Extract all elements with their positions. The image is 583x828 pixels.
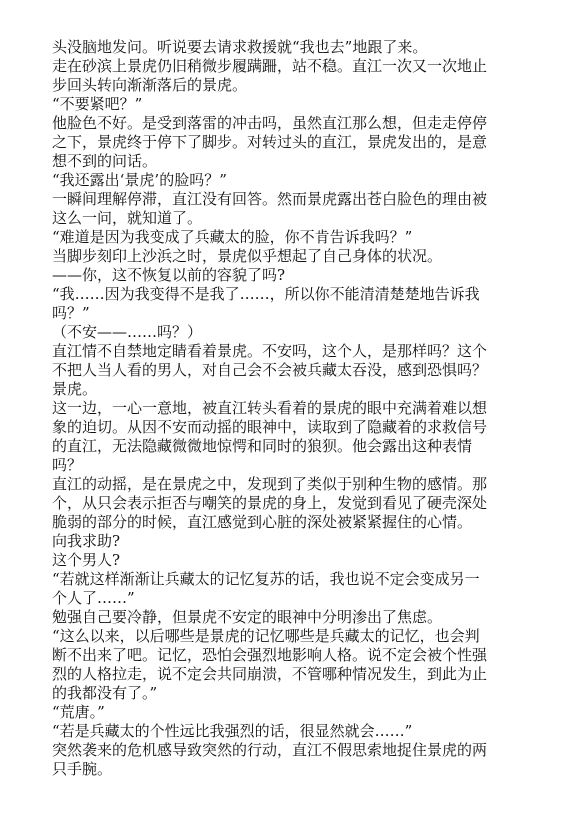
text-line: 直江的动摇，是在景虎之中，发现到了类似于别种生物的感情。那 [52,475,488,493]
text-line: 吗？ [52,456,83,474]
text-line: ——你，这不恢复以前的容貌了吗? [52,266,286,284]
text-line: “我……因为我变得不是我了……，所以你不能清清楚楚地告诉我 [52,285,480,303]
text-line: 这个男人? [52,551,121,569]
text-line: 不把人当人看的男人，对自己会不会被兵藏太吞没，感到恐惧吗？ [52,361,488,379]
text-line: “若是兵藏太的个性远比我强烈的话，很显然就会……” [52,722,413,740]
text-line: 头没脑地发问。听说要去请求救援就“我也去”地跟了来。 [52,38,428,56]
text-line: “荒唐。” [52,703,105,721]
text-line: 脆弱的部分的时候，直江感觉到心脏的深处被紧紧握住的心情。 [52,513,473,531]
text-line: 一瞬间理解停滞，直江没有回答。然而景虎露出苍白脸色的理由被 [52,190,488,208]
text-line: 当脚步刻印上沙浜之时，景虎似乎想起了自己身体的状况。 [52,247,443,265]
text-line: 之下，景虎终于停下了脚步。对转过头的直江，景虎发出的，是意 [52,133,488,151]
text-line: 直江情不自禁地定睛看着景虎。不安吗，这个人，是那样吗？这个 [52,342,488,360]
text-line: 突然袭来的危机感导致突然的行动，直江不假思索地捉住景虎的两 [52,741,488,759]
text-line: 他脸色不好。是受到落雷的冲击吗，虽然直江那么想，但走走停停 [52,114,488,132]
text-line: 吗？” [52,304,90,322]
text-line: 走在砂滨上景虎仍旧稍微步履蹒跚，站不稳。直江一次又一次地止 [52,57,488,75]
body-text [52,38,530,779]
text-line: 只手腕。 [52,760,113,778]
text-line: “若就这样渐渐让兵藏太的记忆复苏的话，我也说不定会变成另一 [52,570,480,588]
text-line: “难道是因为我变成了兵藏太的脸，你不肯告诉我吗？” [52,228,413,246]
text-line: 想不到的问话。 [52,152,158,170]
text-line: 步回头转向渐渐落后的景虎。 [52,76,248,94]
text-line: 象的迫切。从因不安而动摇的眼神中，读取到了隐藏着的求救信号 [52,418,488,436]
text-line: 个，从只会表示拒否与嘲笑的景虎的身上，发觉到看见了硬壳深处 [52,494,488,512]
text-line: “这么以来，以后哪些是景虎的记忆哪些是兵藏太的记忆，也会判 [52,627,480,645]
text-line: 这一边，一心一意地，被直江转头看着的景虎的眼中充满着难以想 [52,399,488,417]
text-line: 勉强自己要冷静，但景虎不安定的眼神中分明渗出了焦虑。 [52,608,443,626]
text-line: 烈的人格拉走，说不定会共同崩溃，不管哪种情况发生，到此为止 [52,665,488,683]
text-line: “我还露出‘景虎’的脸吗？” [52,171,227,189]
text-line: （不安——……吗？） [52,323,203,341]
text-line: 景虎。 [52,380,98,398]
text-line: 的我都没有了。” [52,684,158,702]
text-line: “不要紧吧？” [52,95,143,113]
text-line: 的直江，无法隐藏微微地惊愕和同时的狼狈。他会露出这种表情 [52,437,473,455]
text-line: 断不出来了吧。记忆，恐怕会强烈地影响人格。说不定会被个性强 [52,646,488,664]
text-line: 向我求助? [52,532,121,550]
text-line: 个人了……” [52,589,135,607]
text-line: 这么一问，就知道了。 [52,209,203,227]
